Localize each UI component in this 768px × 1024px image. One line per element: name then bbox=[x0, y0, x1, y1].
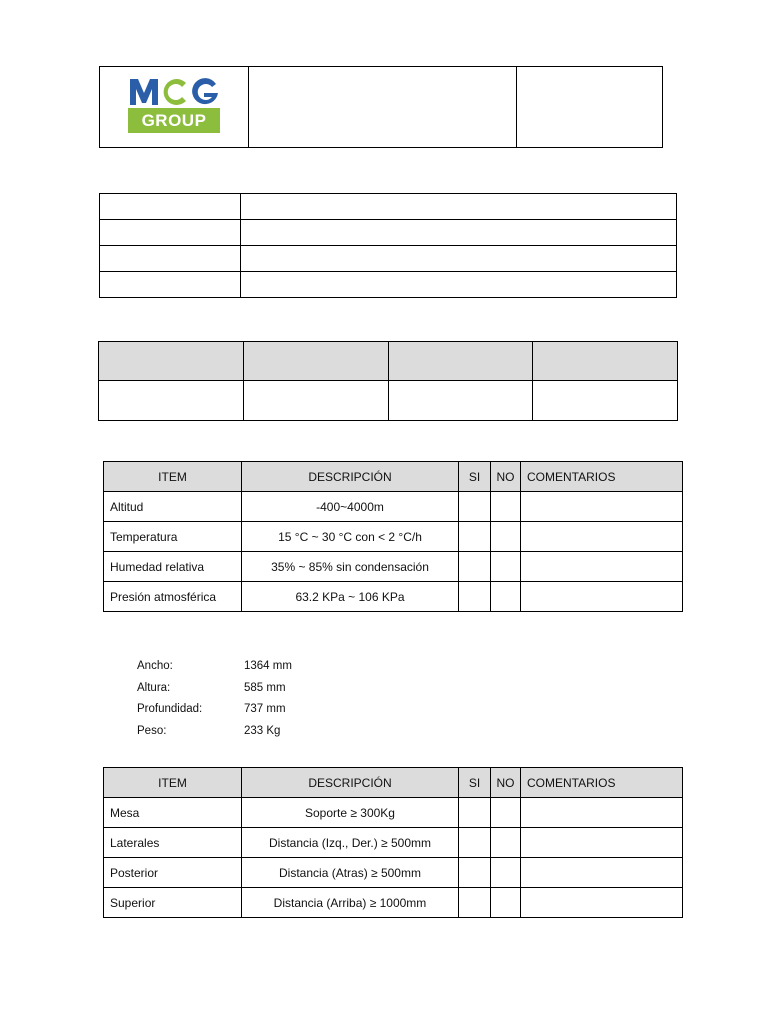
si-checkbox-cell[interactable] bbox=[459, 798, 491, 828]
comentarios-cell[interactable] bbox=[521, 858, 683, 888]
col-header-comentarios: COMENTARIOS bbox=[521, 462, 683, 492]
si-checkbox-cell[interactable] bbox=[459, 492, 491, 522]
si-checkbox-cell[interactable] bbox=[459, 582, 491, 612]
no-checkbox-cell[interactable] bbox=[491, 888, 521, 918]
signature-value-cell bbox=[99, 381, 244, 421]
info-value-cell bbox=[241, 194, 677, 220]
no-checkbox-cell[interactable] bbox=[491, 798, 521, 828]
si-checkbox-cell[interactable] bbox=[459, 522, 491, 552]
comentarios-cell[interactable] bbox=[521, 552, 683, 582]
descripcion-cell: Distancia (Arriba) ≥ 1000mm bbox=[242, 888, 459, 918]
comentarios-cell[interactable] bbox=[521, 798, 683, 828]
table-header-row bbox=[104, 462, 683, 492]
table-row bbox=[104, 552, 683, 582]
signature-header-cell bbox=[388, 342, 533, 381]
item-cell: Mesa bbox=[104, 798, 242, 828]
info-label-cell bbox=[100, 194, 241, 220]
col-header-item: ITEM bbox=[104, 462, 242, 492]
item-cell: Temperatura bbox=[104, 522, 242, 552]
descripcion-cell: -400~4000m bbox=[242, 492, 459, 522]
col-header-comentarios: COMENTARIOS bbox=[521, 768, 683, 798]
signature-value-cell bbox=[388, 381, 533, 421]
dimension-label: Peso: bbox=[137, 724, 167, 737]
dimension-value: 1364 mm bbox=[244, 659, 292, 672]
comentarios-cell[interactable] bbox=[521, 888, 683, 918]
table-header-row bbox=[104, 768, 683, 798]
table-row bbox=[104, 828, 683, 858]
col-header-descripcion: DESCRIPCIÓN bbox=[242, 768, 459, 798]
dimension-label: Altura: bbox=[137, 681, 171, 694]
descripcion-cell: Soporte ≥ 300Kg bbox=[242, 798, 459, 828]
table-row bbox=[104, 858, 683, 888]
dimension-row bbox=[137, 655, 292, 677]
header-code-cell bbox=[517, 67, 663, 148]
descripcion-cell: Distancia (Izq., Der.) ≥ 500mm bbox=[242, 828, 459, 858]
table-row bbox=[104, 582, 683, 612]
col-header-descripcion: DESCRIPCIÓN bbox=[242, 462, 459, 492]
dimension-label: Ancho: bbox=[137, 659, 173, 672]
col-header-no: NO bbox=[491, 462, 521, 492]
dimension-row bbox=[137, 677, 292, 699]
item-cell: Laterales bbox=[104, 828, 242, 858]
descripcion-cell: 63.2 KPa ~ 106 KPa bbox=[242, 582, 459, 612]
table-row bbox=[104, 888, 683, 918]
dimension-row bbox=[137, 698, 292, 720]
mcg-logo-mark bbox=[128, 77, 220, 107]
dimension-label: Profundidad: bbox=[137, 703, 203, 716]
col-header-si: SI bbox=[459, 768, 491, 798]
si-checkbox-cell[interactable] bbox=[459, 828, 491, 858]
no-checkbox-cell[interactable] bbox=[491, 828, 521, 858]
no-checkbox-cell[interactable] bbox=[491, 858, 521, 888]
dimension-value: 737 mm bbox=[244, 703, 286, 716]
table-row bbox=[104, 522, 683, 552]
dimension-value: 585 mm bbox=[244, 681, 286, 694]
document-header bbox=[99, 66, 663, 148]
info-value-cell bbox=[241, 246, 677, 272]
signature-header-cell bbox=[243, 342, 388, 381]
signature-header-cell bbox=[99, 342, 244, 381]
no-checkbox-cell[interactable] bbox=[491, 552, 521, 582]
signature-value-cell bbox=[243, 381, 388, 421]
col-header-si: SI bbox=[459, 462, 491, 492]
logo-cell bbox=[100, 67, 249, 148]
comentarios-cell[interactable] bbox=[521, 828, 683, 858]
item-cell: Altitud bbox=[104, 492, 242, 522]
no-checkbox-cell[interactable] bbox=[491, 492, 521, 522]
descripcion-cell: 35% ~ 85% sin condensación bbox=[242, 552, 459, 582]
info-label-cell bbox=[100, 246, 241, 272]
comentarios-cell[interactable] bbox=[521, 522, 683, 552]
item-cell: Superior bbox=[104, 888, 242, 918]
signature-value-cell bbox=[533, 381, 678, 421]
logo-group-text: GROUP bbox=[128, 108, 220, 133]
comentarios-cell[interactable] bbox=[521, 582, 683, 612]
no-checkbox-cell[interactable] bbox=[491, 522, 521, 552]
environment-checklist bbox=[103, 461, 683, 612]
info-label-cell bbox=[100, 220, 241, 246]
installation-checklist bbox=[103, 767, 683, 918]
mcg-group-logo bbox=[128, 77, 220, 133]
signature-header-cell bbox=[533, 342, 678, 381]
table-row bbox=[104, 798, 683, 828]
item-cell: Presión atmosférica bbox=[104, 582, 242, 612]
no-checkbox-cell[interactable] bbox=[491, 582, 521, 612]
si-checkbox-cell[interactable] bbox=[459, 552, 491, 582]
descripcion-cell: 15 °C ~ 30 °C con < 2 °C/h bbox=[242, 522, 459, 552]
signature-table bbox=[98, 341, 678, 421]
table-row bbox=[104, 492, 683, 522]
info-value-cell bbox=[241, 272, 677, 298]
si-checkbox-cell[interactable] bbox=[459, 858, 491, 888]
info-value-cell bbox=[241, 220, 677, 246]
dimensions-list bbox=[137, 655, 292, 742]
descripcion-cell: Distancia (Atras) ≥ 500mm bbox=[242, 858, 459, 888]
info-label-cell bbox=[100, 272, 241, 298]
item-cell: Humedad relativa bbox=[104, 552, 242, 582]
col-header-no: NO bbox=[491, 768, 521, 798]
dimension-row bbox=[137, 720, 292, 742]
comentarios-cell[interactable] bbox=[521, 492, 683, 522]
si-checkbox-cell[interactable] bbox=[459, 888, 491, 918]
item-cell: Posterior bbox=[104, 858, 242, 888]
header-title-cell bbox=[249, 67, 517, 148]
info-table bbox=[99, 193, 677, 298]
col-header-item: ITEM bbox=[104, 768, 242, 798]
dimension-value: 233 Kg bbox=[244, 724, 281, 737]
